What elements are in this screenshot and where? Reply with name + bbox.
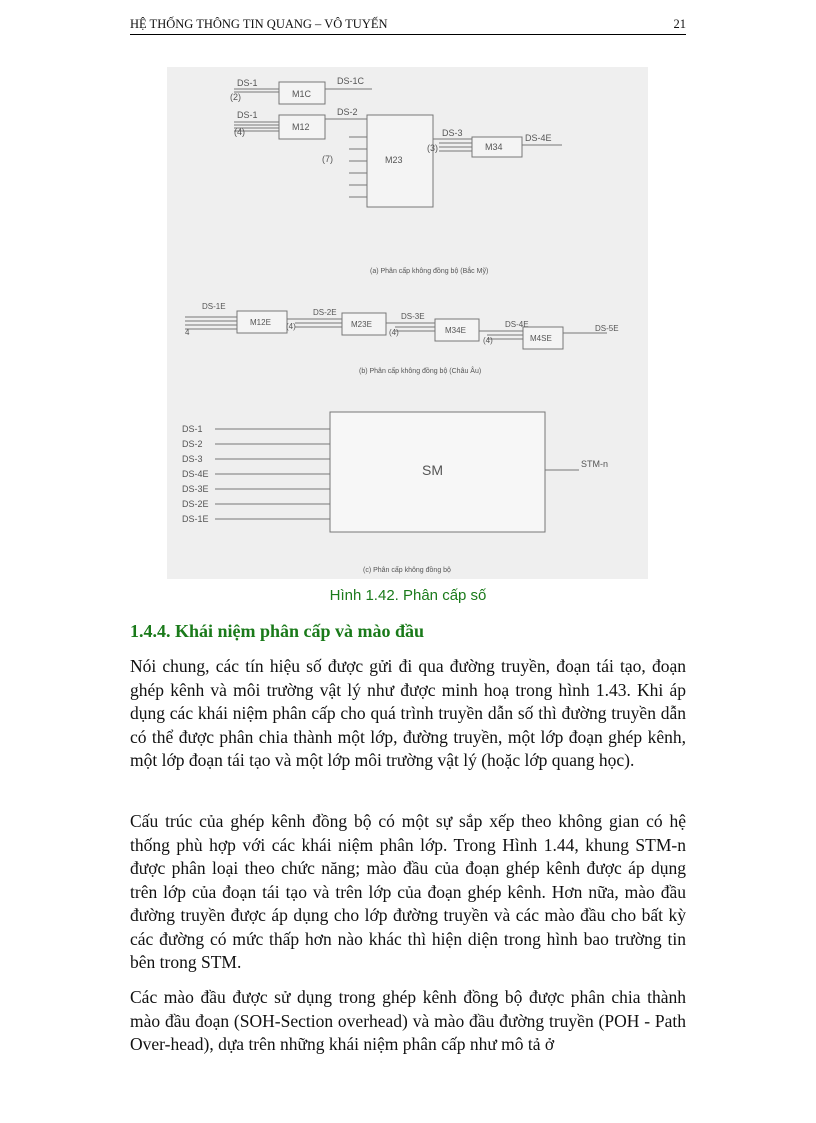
b-count-1: (4) [286,322,296,331]
c-caption: (c) Phân cấp không đồng bộ [363,567,451,574]
a-count-7: (7) [322,154,333,164]
paragraph-2: Cấu trúc của ghép kênh đồng bộ có một sự sắp xếp theo không gian có hệ thống phù hợp với các khái niệm phân lớp. Trong Hình 1.44, khung STM-n được phân loại theo chức năng; mào đầu của đoạn ghép kênh được áp dụng trên lớp của đoạn tái tạo và trên lớp của đoạn ghép kênh. Hơn nữa, mào đầu đường truyền được áp dụng cho lớp đường truyền và các mào đầu cho bất kỳ các đường có mức thấp hơn nào khác thì hiện diện trong hình bao trường tin bên trong STM. [130,811,686,972]
a-count-3: (3) [427,143,438,153]
c-output-stm: STM-n [581,459,608,469]
a-input-count-2: (4) [234,127,245,137]
b-input-label: DS-1E [202,302,226,311]
b-block-m23e: M23E [351,320,372,329]
c-input-2: DS-2 [182,439,203,449]
a-output-ds4e: DS-4E [525,133,552,143]
figure-hierarchy [167,67,648,579]
a-caption: (a) Phân cấp không đồng bộ (Bắc Mỹ) [370,268,489,275]
c-input-7: DS-1E [182,514,209,524]
a-input-label-1: DS-1 [237,78,258,88]
b-count-3: (4) [483,336,493,345]
a-input-count-1: (2) [230,92,241,102]
a-input-label-2: DS-1 [237,110,258,120]
hierarchy-diagram [167,67,648,579]
page-number: 21 [673,17,686,31]
a-output-ds1c: DS-1C [337,76,365,86]
b-caption: (b) Phân cấp không đồng bộ (Châu Âu) [359,368,482,375]
figure-caption: Hình 1.42. Phân cấp số [329,587,487,604]
paragraph-3: Các mào đầu được sử dụng trong ghép kênh đồng bộ được phân chia thành mào đầu đoạn (SOH-Section overhead) và mào đầu đường truyền (POH - Path Over-head), dựa trên những khái niệm phân cấp như mô tả ở [130,987,686,1054]
c-input-6: DS-2E [182,499,209,509]
c-input-3: DS-3 [182,454,203,464]
b-block-m34e: M34E [445,326,466,335]
paragraph-1: Nói chung, các tín hiệu số được gửi đi qua đường truyền, đoạn tái tạo, đoạn ghép kênh và môi trường vật lý như được minh hoạ trong hình 1.43. Khi áp dụng các khái niệm phân cấp cho quá trình truyền dẫn số thì đường truyền dẫn có thể được phân chia thành một lớp, đường truyền, một lớp đoạn ghép kênh, một lớp đoạn tái tạo và một lớp môi trường vật lý (hoặc lớp quang học). [130,656,686,770]
c-input-4: DS-4E [182,469,209,479]
running-header [130,14,686,35]
b-link-ds2e: DS-2E [313,308,337,317]
c-input-5: DS-3E [182,484,209,494]
a-block-m12: M12 [292,122,310,132]
b-link-ds5e: DS-5E [595,324,619,333]
a-block-m34: M34 [485,142,503,152]
b-link-ds4e: DS-4E [505,320,529,329]
b-block-m12e: M12E [250,318,271,327]
b-input-count: 4 [185,328,190,337]
b-count-2: (4) [389,328,399,337]
header-title: HỆ THỐNG THÔNG TIN QUANG – VÔ TUYẾN [130,17,388,31]
b-block-m4se: M4SE [530,334,552,343]
a-block-m23: M23 [385,155,403,165]
c-input-1: DS-1 [182,424,203,434]
b-link-ds3e: DS-3E [401,312,425,321]
section-heading: 1.4.4. Khái niệm phân cấp và mào đầu [130,621,425,641]
a-block-m1c: M1C [292,89,312,99]
a-output-ds2: DS-2 [337,107,358,117]
a-output-ds3: DS-3 [442,128,463,138]
c-block-sm: SM [422,462,443,478]
